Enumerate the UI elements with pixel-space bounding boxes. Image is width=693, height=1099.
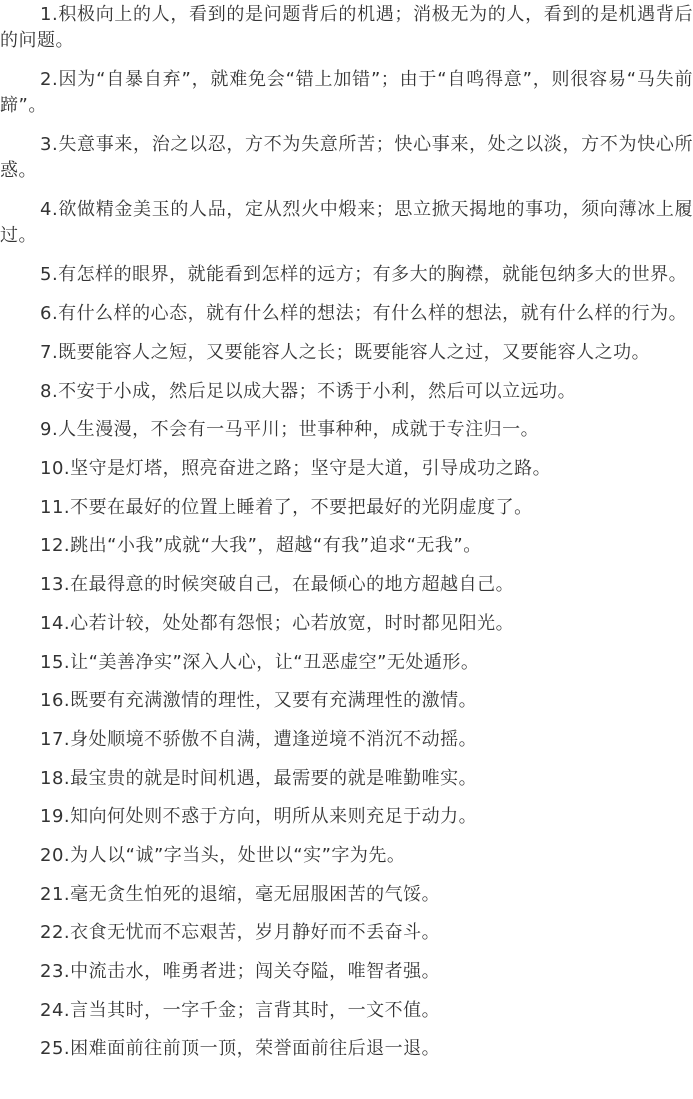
quote-paragraph-22: 22.衣食无忧而不忘艰苦，岁月静好而不丢奋斗。	[40, 922, 441, 944]
quote-paragraph-12: 12.跳出“小我”成就“大我”，超越“有我”追求“无我”。	[40, 535, 482, 557]
quote-paragraph-16: 16.既要有充满激情的理性，又要有充满理性的激情。	[40, 690, 478, 712]
quote-paragraph-23: 23.中流击水，唯勇者进；闯关夺隘，唯智者强。	[40, 961, 441, 982]
quote-paragraph-2: 2.因为“自暴自弃”，就难免会“错上加错”；由于“自鸣得意”，则很容易“马失前蹄”。	[0, 69, 693, 116]
quote-paragraph-14: 14.心若计较，处处都有怨恨；心若放宽，时时都见阳光。	[40, 612, 515, 634]
quote-paragraph-25: 25.困难面前往前顶一顶，荣誉面前往后退一退。	[40, 1038, 441, 1060]
quote-paragraph-10: 10.坚守是灯塔，照亮奋进之路；坚守是大道，引导成功之路。	[40, 458, 552, 480]
quote-paragraph-4: 4.欲做精金美玉的人品，定从烈火中煅来；思立掀天揭地的事功，须向薄冰上履过。	[0, 199, 693, 246]
quote-paragraph-6: 6.有什么样的心态，就有什么样的想法；有什么样的想法，就有什么样的行为。	[40, 303, 688, 324]
quote-paragraph-1: 1.积极向上的人，看到的是问题背后的机遇；消极无为的人，看到的是机遇背后的问题。	[0, 4, 693, 51]
quote-paragraph-11: 11.不要在最好的位置上睡着了，不要把最好的光阴虚度了。	[40, 496, 533, 518]
quote-paragraph-5: 5.有怎样的眼界，就能看到怎样的远方；有多大的胸襟，就能包纳多大的世界。	[40, 264, 688, 285]
quote-paragraph-19: 19.知向何处则不惑于方向，明所从来则充足于动力。	[40, 806, 478, 828]
quote-paragraph-20: 20.为人以“诚”字当头，处世以“实”字为先。	[40, 844, 406, 866]
quote-paragraph-24: 24.言当其时，一字千金；言背其时，一文不值。	[40, 999, 441, 1021]
quote-paragraph-15: 15.让“美善净实”深入人心，让“丑恶虚空”无处遁形。	[40, 651, 480, 673]
quote-paragraph-7: 7.既要能容人之短，又要能容人之长；既要能容人之过，又要能容人之功。	[40, 342, 651, 363]
quote-paragraph-8: 8.不安于小成，然后足以成大器；不诱于小利，然后可以立远功。	[40, 380, 577, 402]
article-body	[0, 2, 693, 1062]
quote-paragraph-3: 3.失意事来，治之以忍，方不为失意所苦；快心事来，处之以淡，方不为快心所惑。	[0, 134, 693, 181]
quote-paragraph-9: 9.人生漫漫，不会有一马平川；世事种种，成就于专注归一。	[40, 419, 540, 441]
quote-paragraph-13: 13.在最得意的时候突破自己，在最倾心的地方超越自己。	[40, 574, 515, 596]
quote-paragraph-21: 21.毫无贪生怕死的退缩，毫无屈服困苦的气馁。	[40, 883, 441, 905]
quote-paragraph-17: 17.身处顺境不骄傲不自满，遭逢逆境不消沉不动摇。	[40, 728, 478, 750]
quote-paragraph-18: 18.最宝贵的就是时间机遇，最需要的就是唯勤唯实。	[40, 767, 478, 789]
